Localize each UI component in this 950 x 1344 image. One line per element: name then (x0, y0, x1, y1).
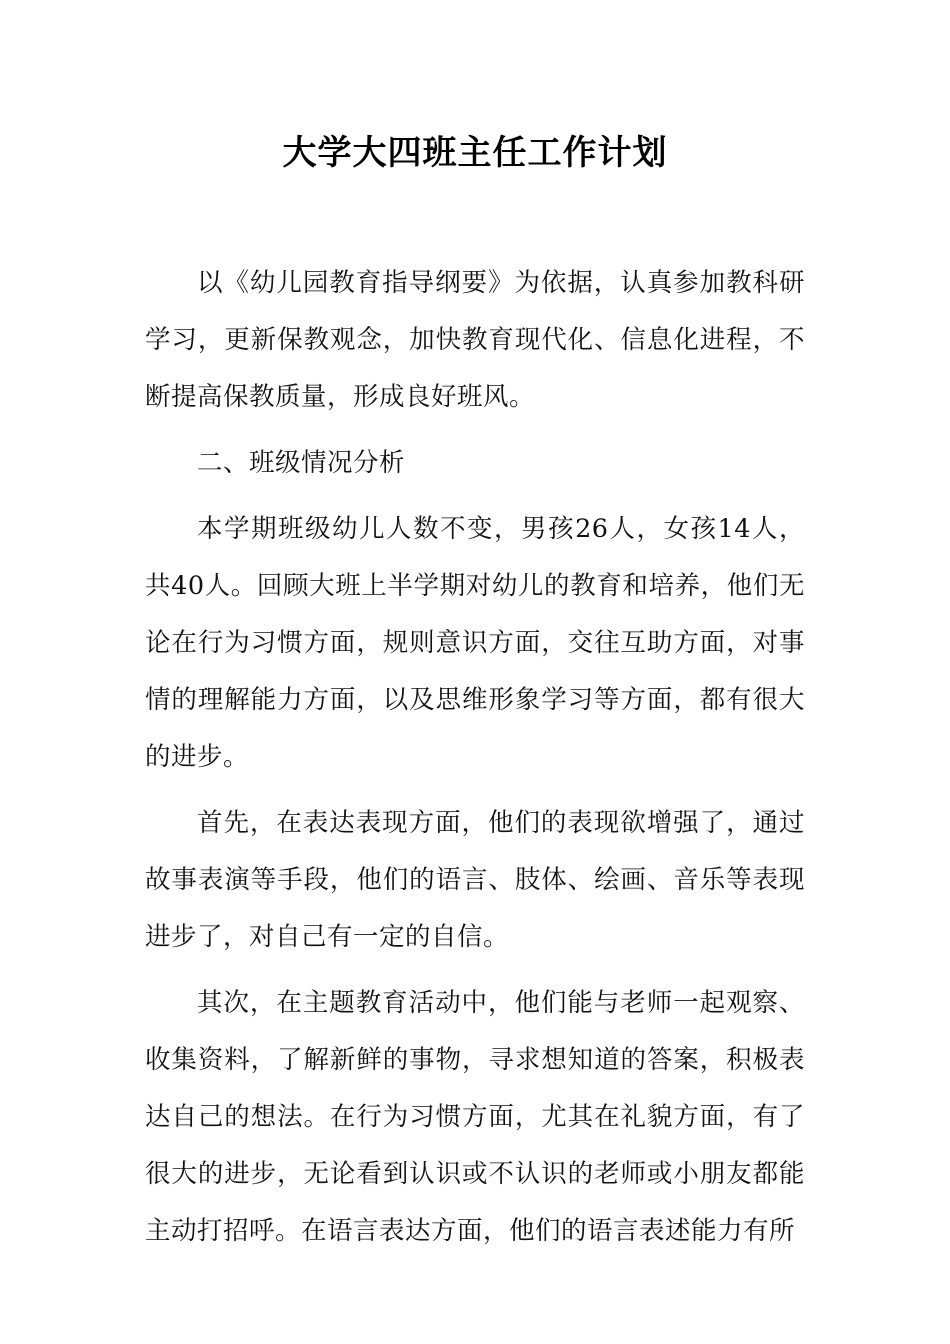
document-body (145, 255, 805, 1269)
theme-education-paragraph: 其次，在主题教育活动中，他们能与老师一起观察、收集资料，了解新鲜的事物，寻求想知道的答案，积极表达自己的想法。在行为习惯方面，尤其在礼貌方面，有了很大的进步，无论看到认识或不认识的老师或小朋友都能主动打招呼。在语言表达方面，他们的语言表述能力有所 (145, 988, 805, 1246)
section-heading-class-analysis: 二、班级情况分析 (197, 448, 406, 478)
intro-paragraph: 以《幼儿园教育指导纲要》为依据，认真参加教科研学习，更新保教观念，加快教育现代化、信息化进程，不断提高保教质量，形成良好班风。 (145, 268, 805, 412)
expression-paragraph: 首先，在表达表现方面，他们的表现欲增强了，通过故事表演等手段，他们的语言、肢体、绘画、音乐等表现进步了，对自己有一定的自信。 (145, 808, 805, 952)
document-title: 大学大四班主任工作计划 (282, 133, 668, 173)
class-situation-paragraph: 本学期班级幼儿人数不变，男孩26人，女孩14人，共40人。回顾大班上半学期对幼儿的教育和培养，他们无论在行为习惯方面，规则意识方面，交往互助方面，对事情的理解能力方面，以及思维形象学习等方面，都有很大的进步。 (145, 514, 805, 772)
